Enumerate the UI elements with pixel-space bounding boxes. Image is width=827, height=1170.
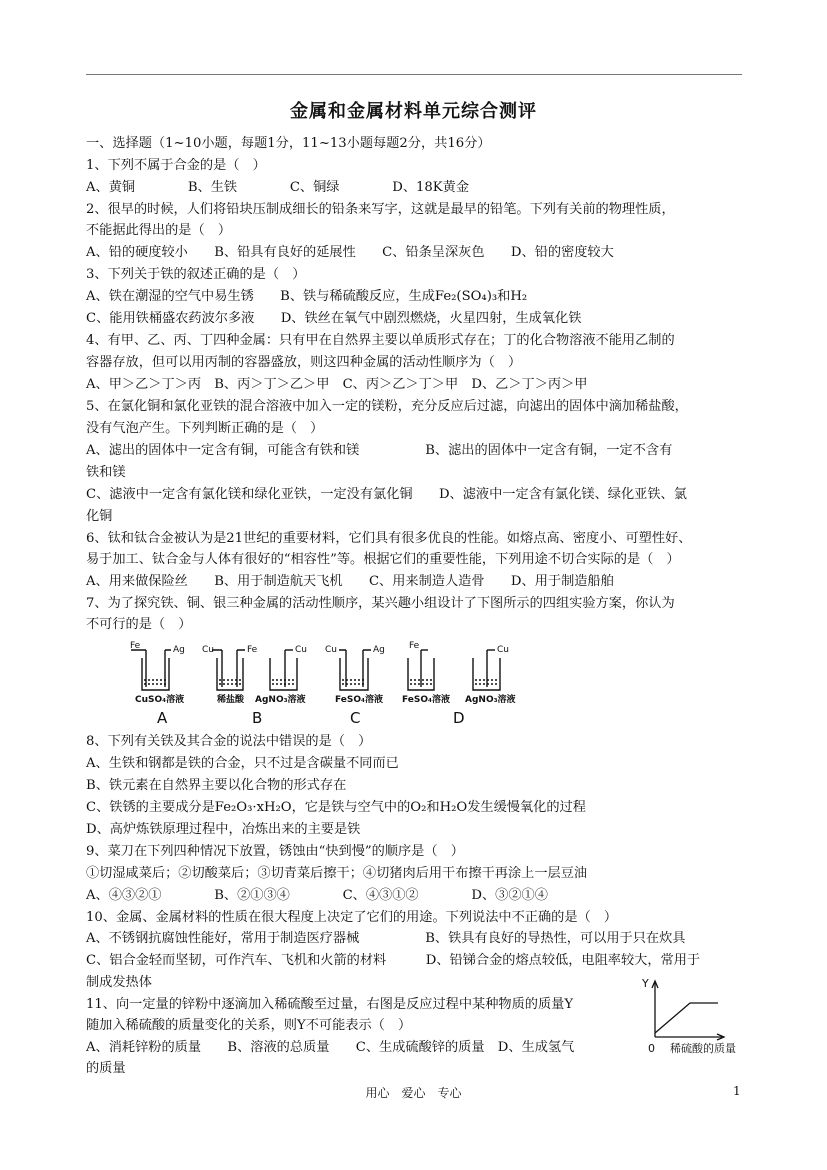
question-11-cont: 随加入稀硫酸的质量变化的关系，则Y不可能表示（ ）	[86, 1018, 412, 1033]
question-9-options: A、④③②① B、②①③④ C、④③①② D、③②①④	[86, 888, 548, 903]
question-7: 7、为了探究铁、铜、银三种金属的活动性顺序，某兴趣小组设计了下图所示的四组实验方案，你认为	[86, 596, 675, 611]
question-4: 4、有甲、乙、丙、丁四种金属：只有甲在自然界主要以单质形式存在；丁的化合物溶液不能用乙制的	[86, 333, 675, 348]
metal-label: Fe	[247, 645, 258, 655]
group-label: D	[453, 709, 465, 727]
question-10-option-d-cont: 制成发热体	[86, 975, 152, 990]
group-label: A	[157, 709, 168, 727]
question-5: 5、在氯化铜和氯化亚铁的混合溶液中加入一定的镁粉，充分反应后过滤，向滤出的固体中滴加稀盐酸，	[86, 399, 688, 414]
metal-label: Ag	[173, 645, 185, 655]
question-2-options: A、铅的硬度较小 B、铅具有良好的延展性 C、铅条呈深灰色 D、铅的密度较大	[86, 245, 614, 260]
solution-label: FeSO₄溶液	[335, 695, 383, 705]
question-9-cases: ①切湿咸菜后；②切酸菜后；③切青菜后擦干；④切猪肉后用干布擦干再涂上一层豆油	[86, 866, 588, 881]
question-2-cont: 不能据此得出的是（ ）	[86, 223, 232, 238]
metal-label: Cu	[325, 645, 337, 655]
solution-label: 稀盐酸	[217, 695, 245, 705]
question-5-option-cd: C、滤液中一定含有氯化镁和绿化亚铁，一定没有氯化铜 D、滤液中一定含有氯化镁、绿化亚铁、氯	[86, 487, 687, 502]
question-10-options-cd: C、铝合金轻而坚韧，可作汽车、飞机和火箭的材料 D、铅锑合金的熔点较低，电阻率较大，常用于	[86, 953, 701, 968]
question-3-options-ab: A、铁在潮湿的空气中易生锈 B、铁与稀硫酸反应，生成Fe₂(SO₄)₃和H₂	[86, 289, 528, 304]
question-8-option-c: C、铁锈的主要成分是Fe₂O₃·xH₂O，它是铁与空气中的O₂和H₂O发生缓慢氧化的过程	[86, 800, 586, 815]
question-10-options-ab: A、不锈钢抗腐蚀性能好，常用于制造医疗器械 B、铁具有良好的导热性，可以用于只在炊具	[86, 931, 686, 946]
solution-label: AgNO₃溶液	[255, 695, 306, 705]
question-1: 1、下列不属于合金的是（ ）	[86, 158, 266, 173]
metal-label: Cu	[497, 645, 509, 655]
solution-label: AgNO₃溶液	[465, 695, 516, 705]
metal-label: Ag	[373, 645, 385, 655]
x-axis-label: 稀硫酸的质量	[670, 1042, 736, 1055]
group-label: C	[350, 709, 361, 727]
question-11-options: A、消耗锌粉的质量 B、溶液的总质量 C、生成硫酸锌的质量 D、生成氢气	[86, 1040, 575, 1055]
metal-label: Cu	[202, 645, 214, 655]
group-label: B	[252, 709, 263, 727]
metal-label: Fe	[409, 641, 420, 651]
question-7-cont: 不可行的是（ ）	[86, 617, 192, 632]
page-title: 金属和金属材料单元综合测评	[290, 101, 537, 122]
metal-label: Fe	[130, 641, 141, 651]
question-8-option-b: B、铁元素在自然界主要以化合物的形式存在	[86, 778, 347, 793]
question-5-option-b-cont: 铁和镁	[86, 465, 126, 480]
question-1-options: A、黄铜 B、生铁 C、铜绿 D、18K黄金	[86, 180, 470, 195]
question-2: 2、很早的时候，人们将铅块压制成细长的铅条来写字，这就是最早的铅笔。下列有关前的物理性质，	[86, 202, 675, 217]
question-10: 10、金属、金属材料的性质在很大程度上决定了它们的用途。下列说法中不正确的是（ ）	[86, 910, 618, 925]
question-11-option-d-cont: 的质量	[86, 1061, 126, 1076]
question-8-option-a: A、生铁和钢都是铁的合金，只不过是含碳量不同而已	[86, 756, 399, 771]
section-heading: 一、选择题（1~10小题，每题1分，11~13小题每题2分，共16分）	[86, 136, 491, 151]
question-4-cont: 容器存放，但可以用丙制的容器盛放，则这四种金属的活动性顺序为（ ）	[86, 355, 522, 370]
question-5-option-ab: A、滤出的固体中一定含有铜，可能含有铁和镁 B、滤出的固体中一定含有铜，一定不含有	[86, 443, 673, 458]
metal-label: Cu	[295, 645, 307, 655]
header-rule	[86, 74, 742, 75]
page-number: 1	[733, 1084, 741, 1098]
y-axis-label: Y	[642, 977, 649, 990]
question-5-option-d-cont: 化铜	[86, 509, 113, 524]
question-9: 9、菜刀在下列四种情况下放置，锈蚀由“快到慢”的顺序是（ ）	[86, 844, 464, 859]
origin-label: 0	[648, 1042, 655, 1055]
solution-label: FeSO₄溶液	[402, 695, 450, 705]
reaction-graph	[640, 975, 760, 1057]
question-4-options: A、甲＞乙＞丁＞丙 B、丙＞丁＞乙＞甲 C、丙＞乙＞丁＞甲 D、乙＞丁＞丙＞甲	[86, 377, 588, 392]
question-8-option-d: D、高炉炼铁原理过程中，冶炼出来的主要是铁	[86, 822, 361, 837]
question-6-cont: 易于加工、钛合金与人体有很好的“相容性”等。根据它们的重要性能，下列用途不切合实际的是（ ）	[86, 552, 680, 567]
question-5-cont: 没有气泡产生。下列判断正确的是（ ）	[86, 421, 324, 436]
question-3-options-cd: C、能用铁桶盛农药波尔多液 D、铁丝在氧气中剧烈燃烧，火星四射，生成氧化铁	[86, 311, 582, 326]
solution-label: CuSO₄溶液	[135, 695, 185, 705]
question-6-options: A、用来做保险丝 B、用于制造航天飞机 C、用来制造人造骨 D、用于制造船舶	[86, 574, 614, 589]
question-3: 3、下列关于铁的叙述正确的是（ ）	[86, 267, 306, 282]
experiment-figure	[125, 638, 525, 734]
question-6: 6、钛和钛合金被认为是21世纪的重要材料，它们具有很多优良的性能。如熔点高、密度小、可塑性好、	[86, 531, 692, 546]
page-footer: 用心 爱心 专心	[365, 1086, 462, 1100]
question-8: 8、下列有关铁及其合金的说法中错误的是（ ）	[86, 734, 372, 749]
question-11: 11、向一定量的锌粉中逐滴加入稀硫酸至过量，右图是反应过程中某种物质的质量Y	[86, 997, 574, 1012]
